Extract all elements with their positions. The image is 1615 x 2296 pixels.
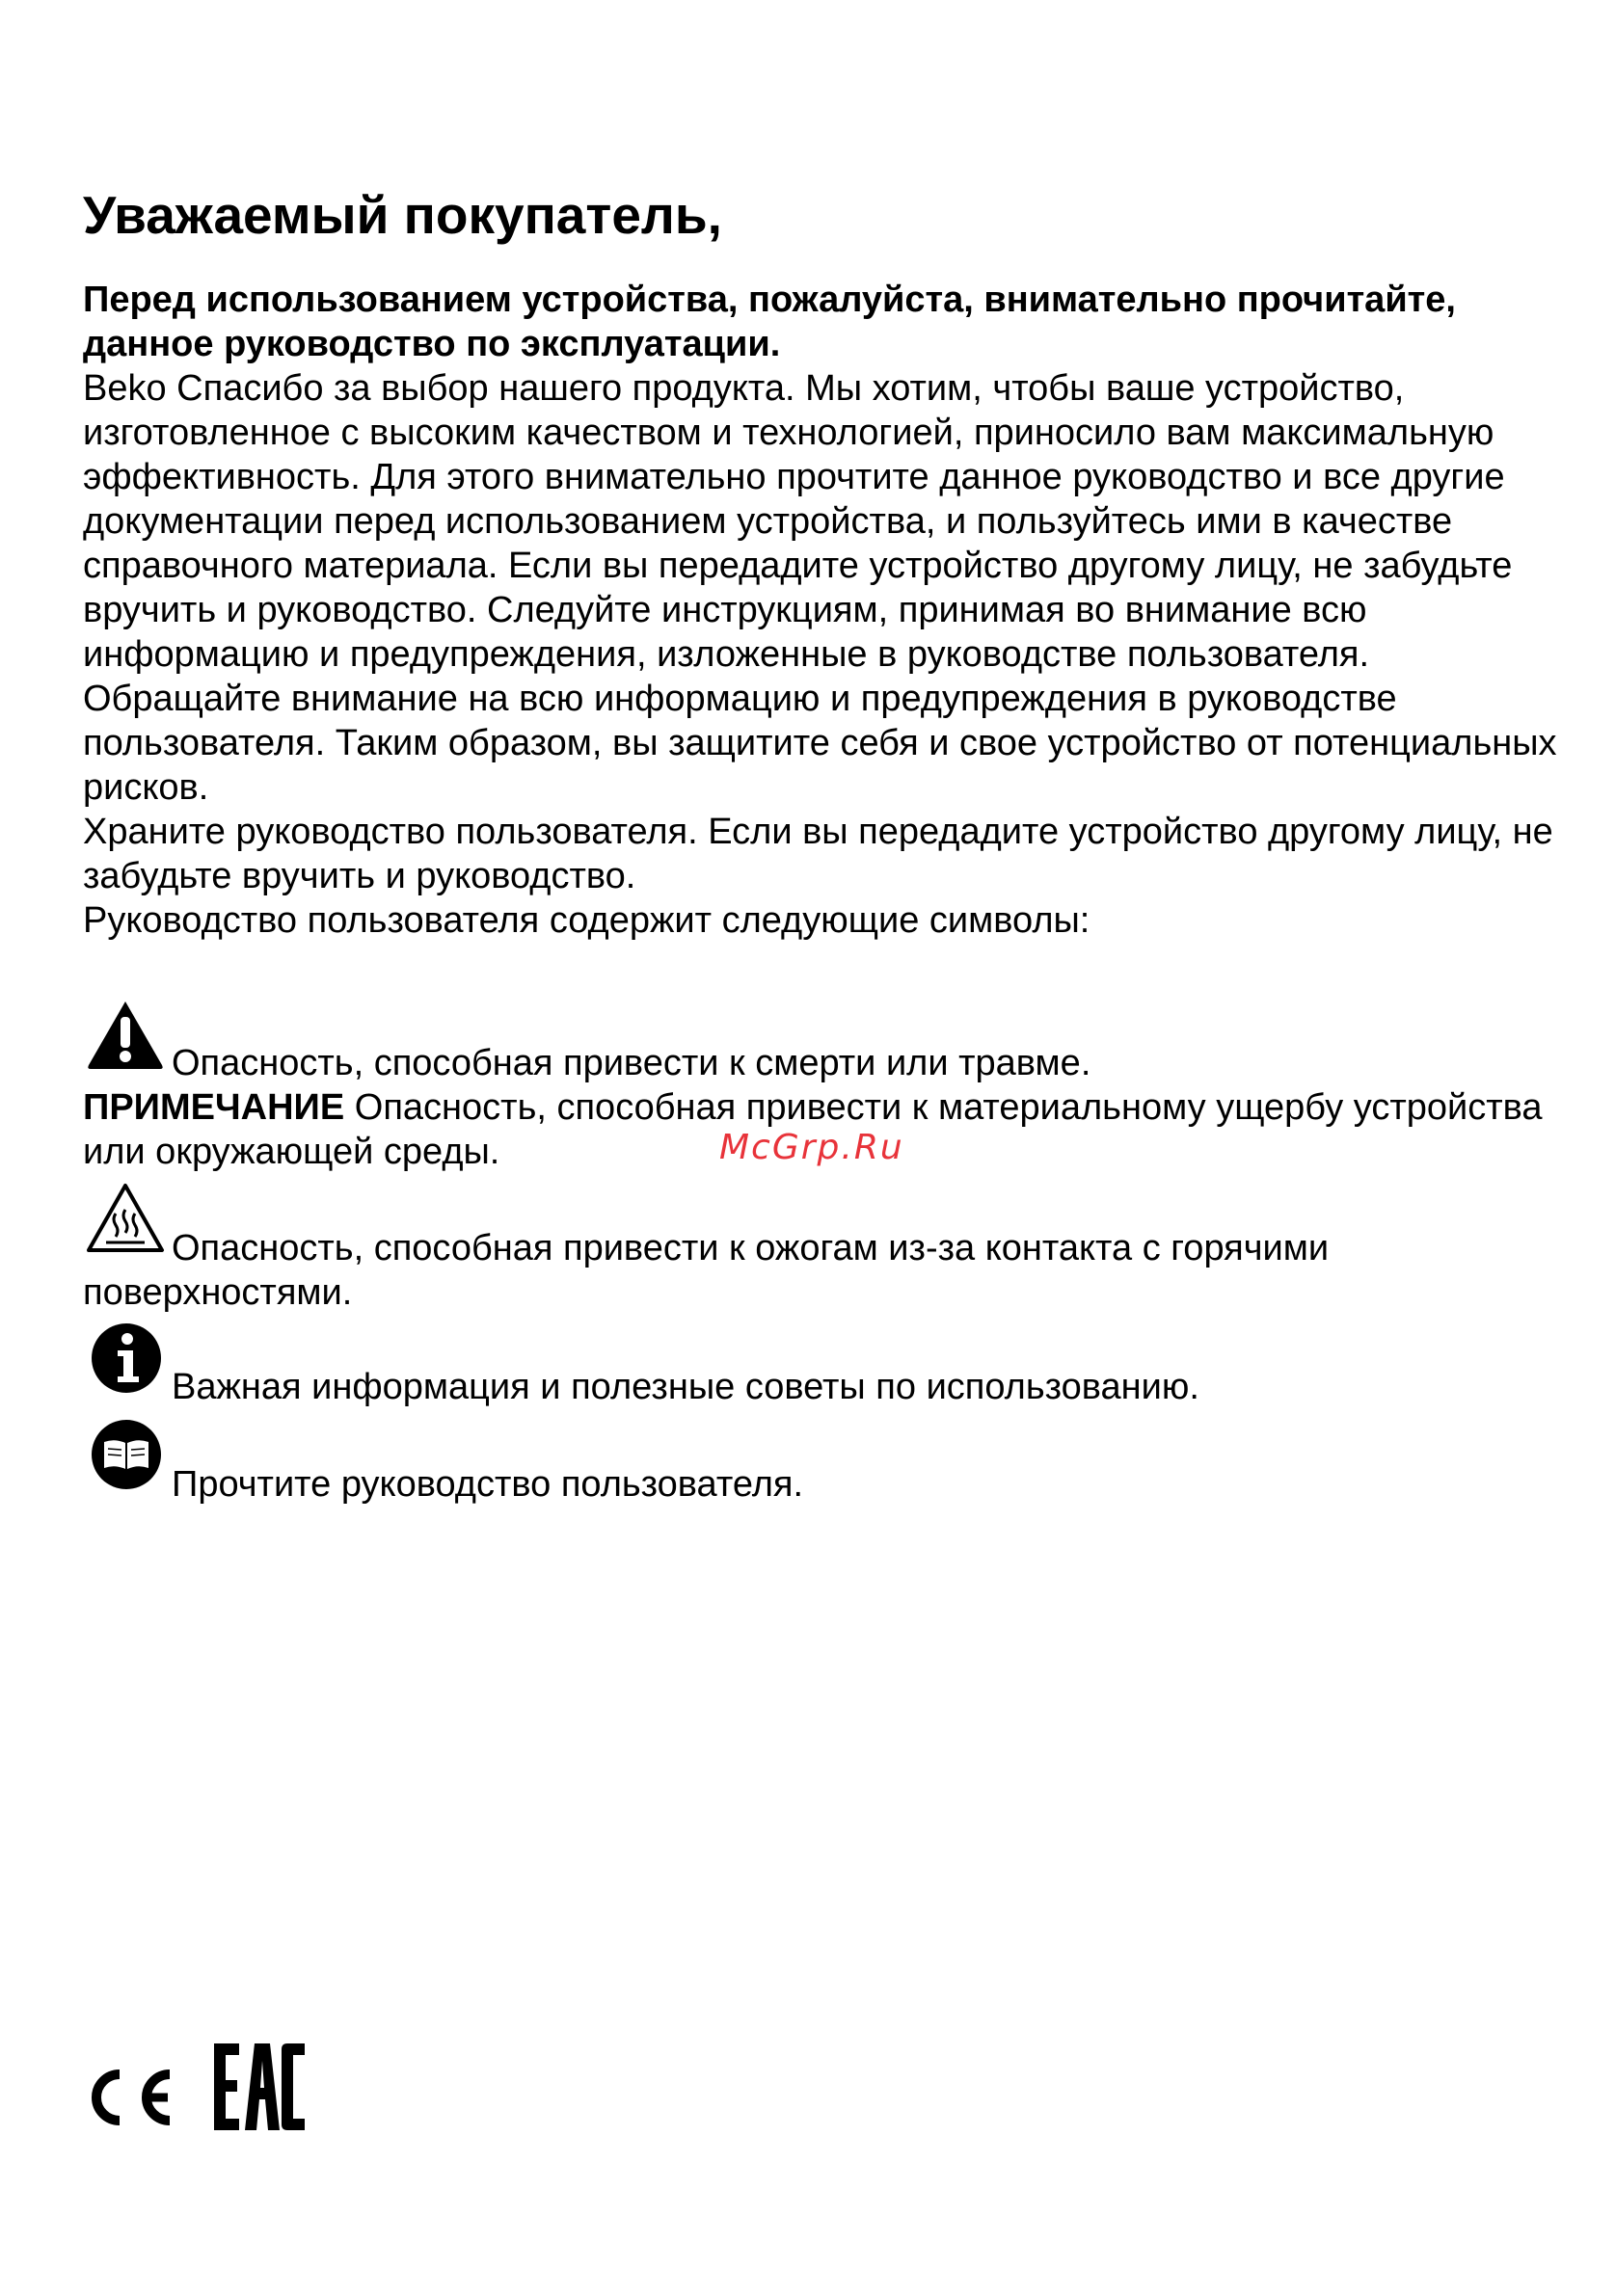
watermark: McGrp.Ru xyxy=(719,1128,904,1167)
paragraph-keep-manual: Храните руководство пользователя. Если вы передадите устройство другому лицу, не забудьте вручить и руководство. xyxy=(83,812,1553,896)
symbol-manual-row xyxy=(83,1462,1587,1507)
symbol-hot-row xyxy=(83,1226,1587,1315)
intro-section xyxy=(83,278,1587,943)
paragraph-attention: Обращайте внимание на всю информацию и предупреждения в руководстве пользователя. Таким образом, вы защитите себя и свое устройство от потенциальных рисков. xyxy=(83,679,1557,808)
symbol-info-row xyxy=(83,1365,1587,1409)
symbol-hot-text: Опасность, способная привести к ожогам из-за контакта с горячими поверхностями. xyxy=(83,1228,1330,1313)
symbol-manual-text: Прочтите руководство пользователя. xyxy=(172,1464,804,1505)
symbol-danger-text: Опасность, способная привести к смерти или травме. xyxy=(172,1043,1091,1083)
note-label: ПРИМЕЧАНИЕ xyxy=(83,1087,345,1128)
intro-bold-text: Перед использованием устройства, пожалуйста, внимательно прочитайте, данное руководство по эксплуатации. xyxy=(83,280,1456,364)
ce-mark-icon xyxy=(81,2053,177,2146)
eac-mark-icon xyxy=(212,2042,309,2134)
note-description: Опасность, способная привести к материальному ущербу устройства или окружающей среды. xyxy=(83,1087,1543,1172)
paragraph-thanks: Beko Спасибо за выбор нашего продукта. Мы хотим, чтобы ваше устройство, изготовленное с высоким качеством и технологией, приносило вам максимальную эффективность. Для этого внимательно прочтите данное руководство и все другие документации перед использованием устройства, и пользуйтесь ими в качестве справочного материала. Если вы передадите устройство другому лицу, не забудьте вручить и руководство. Следуйте инструкциям, принимая во внимание всю информацию и предупреждения, изложенные в руководстве пользователя. xyxy=(83,368,1513,675)
page-title: Уважаемый покупатель, xyxy=(83,185,722,245)
paragraph-symbols-intro: Руководство пользователя содержит следующие символы: xyxy=(83,900,1090,941)
symbol-info-text: Важная информация и полезные советы по использованию. xyxy=(172,1367,1199,1407)
